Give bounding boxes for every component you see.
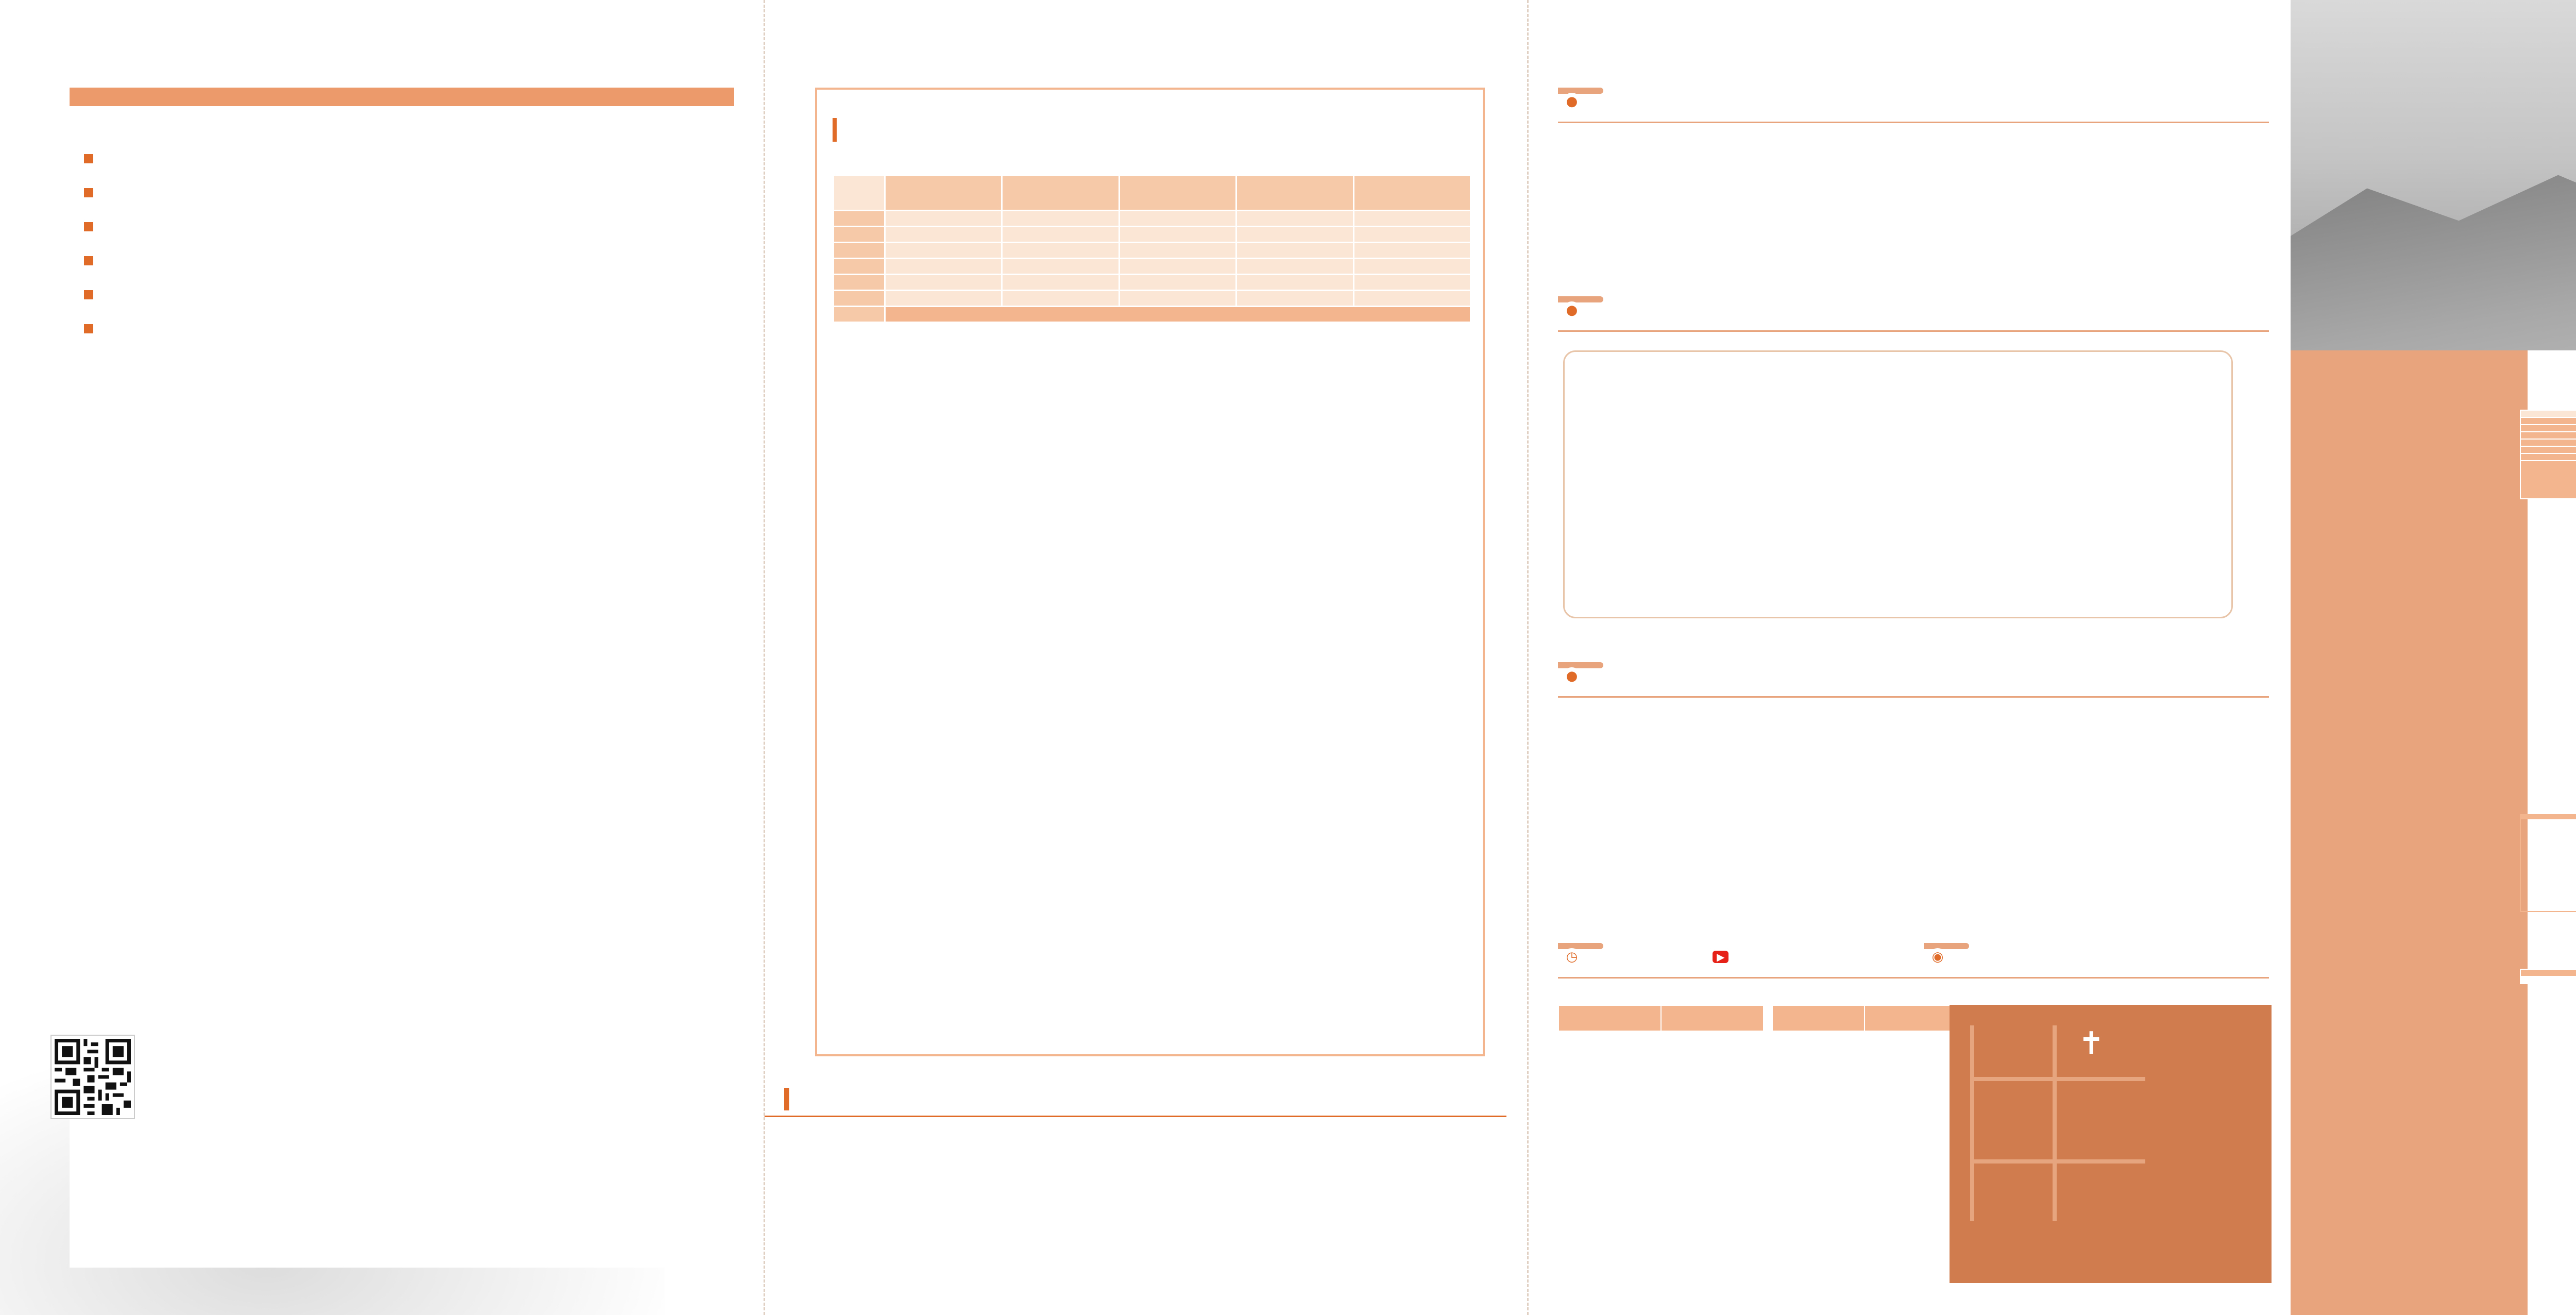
names-cell [1236,275,1353,291]
table-row [2520,461,2576,499]
section-i-am-songone [84,215,720,236]
district-label [834,227,885,243]
section-divider [1558,977,2269,979]
col-header [1661,1005,1764,1031]
table-row [2520,432,2576,439]
row-label [2520,453,2576,461]
serve-title [1558,662,1603,684]
midweek-table [2520,969,2576,984]
names-cell [885,227,1002,243]
bullet-square-icon [84,324,93,333]
district-label [834,275,885,291]
core-values-content [2291,350,2528,402]
names-cell [1353,259,1470,275]
pastor-emeritus-line [2078,1076,2269,1100]
names-cell [1002,243,1119,259]
panel-cover [2291,0,2576,1315]
names-cell [1236,291,1353,307]
bullet-square-icon [84,256,93,265]
map-title [1924,943,1969,965]
events-divider [765,1116,1506,1117]
table-row [2520,976,2576,984]
names-cell [885,291,1002,307]
names-cell [1236,243,1353,259]
cross-icon: ✝ [2078,1025,2105,1061]
names-cell [1236,211,1353,227]
section-icon: ● [1563,93,1581,110]
col-header [1558,1005,1661,1031]
district-label [834,211,885,227]
section-download [84,317,720,338]
section-divider [1558,330,2269,332]
confession-title [1558,296,1603,318]
table-footer [885,307,1471,323]
col-header [1772,1005,1865,1031]
worship-time-title [1558,943,1603,965]
table-header-row [1558,1005,1764,1031]
names-cell [1353,291,1470,307]
names-cell [1353,243,1470,259]
cover-photo [2291,0,2576,350]
table-header-row [2520,410,2576,417]
names-cell [1119,275,1236,291]
row-label [2520,425,2576,432]
vision-title [1558,88,1603,109]
section-join-method [84,181,720,202]
names-cell [1002,275,1119,291]
map-road [1970,1159,2145,1164]
names-cell [1353,227,1470,243]
events-title [784,1085,796,1110]
names-cell [885,259,1002,275]
table-row [834,291,1471,307]
map-road [2053,1025,2057,1221]
table-row [2520,417,2576,425]
prayer-chain-intro [70,106,734,129]
vision-text [1563,142,2228,155]
online-link[interactable] [1713,951,1732,963]
core-values-sidebar [2291,350,2528,1315]
names-cell [1002,291,1119,307]
table-row [2520,439,2576,446]
row-label [2520,417,2576,425]
names-cell [885,211,1002,227]
welcome-block [2311,858,2512,863]
day-header [1119,176,1236,211]
corner-cell [834,307,885,323]
prayer-schedule-box [815,88,1485,1056]
table-row [834,211,1471,227]
corner-cell [834,176,885,211]
mountain-shape [2291,160,2576,350]
district-label [834,243,885,259]
names-cell [1002,259,1119,275]
bullet-square-icon [84,290,93,299]
row-label [2520,439,2576,446]
section-divider [1558,122,2269,123]
district-label [834,291,885,307]
map-road [1970,1025,1974,1221]
worship-order-table [2520,410,2576,499]
names-cell [1236,227,1353,243]
bullet-square-icon [84,188,93,197]
section-with-parents [84,283,720,304]
names-cell [885,275,1002,291]
location-pin-icon: ◉ [1929,948,1946,966]
names-cell [1119,243,1236,259]
title-bar-icon [784,1088,789,1110]
section-icon: ● [1563,667,1581,685]
names-cell [1119,227,1236,243]
youth-service-box [2520,814,2576,912]
table-header-row [2520,969,2576,976]
row-label [2520,461,2576,499]
qr-code-icon[interactable] [52,1036,134,1118]
issue-info [2311,36,2315,58]
table-row [2520,425,2576,432]
bullet-square-icon [84,222,93,231]
wed-cell [2520,976,2576,984]
section-divider [1558,696,2269,698]
names-cell [1353,275,1470,291]
names-cell [1002,211,1119,227]
youtube-icon: ▶ [1713,951,1728,963]
prayer-schedule-table [833,175,1471,323]
table-header-row [1772,1005,1957,1031]
church-brand [2078,1025,2269,1134]
worship-table-school [1772,1005,1957,1032]
table-row [834,227,1471,243]
panel-church-info [1527,0,2291,1315]
table-header-row [834,176,1471,211]
bullet-square-icon [84,154,93,163]
youth-body [2521,819,2576,830]
prayer-chain-header [70,88,734,106]
confession-box [1563,350,2233,618]
table-row [2520,453,2576,461]
youth-title [2521,815,2576,819]
table-row [834,275,1471,291]
names-cell [1353,211,1470,227]
church-logo [2078,1025,2269,1061]
panel-prayer-chain [0,0,764,1315]
table-row [834,243,1471,259]
section-we-are-songone [84,249,720,270]
day-header [1002,176,1119,211]
worship-table-main [1558,1005,1764,1032]
day-header [1353,176,1470,211]
clock-icon: ◷ [1563,948,1581,966]
corner-cell [2520,410,2576,417]
day-header [885,176,1002,211]
names-cell [1002,227,1119,243]
district-label [834,259,885,275]
table-footer-row [834,307,1471,323]
section-icon: ● [1563,301,1581,319]
col-header [1865,1005,1957,1031]
row-label [2520,432,2576,439]
day-header [1236,176,1353,211]
pastor-line [2078,1100,2269,1123]
names-cell [1119,259,1236,275]
names-cell [1236,259,1353,275]
table-row [834,259,1471,275]
section-three-recoveries [84,147,720,168]
names-cell [1119,291,1236,307]
schedule-title [833,118,859,142]
midweek-header [2520,969,2576,976]
prayer-chain-box [70,88,734,1268]
row-label [2520,446,2576,453]
names-cell [885,243,1002,259]
panel-prayer-schedule [764,0,1527,1315]
names-cell [1119,211,1236,227]
table-row [2520,446,2576,453]
